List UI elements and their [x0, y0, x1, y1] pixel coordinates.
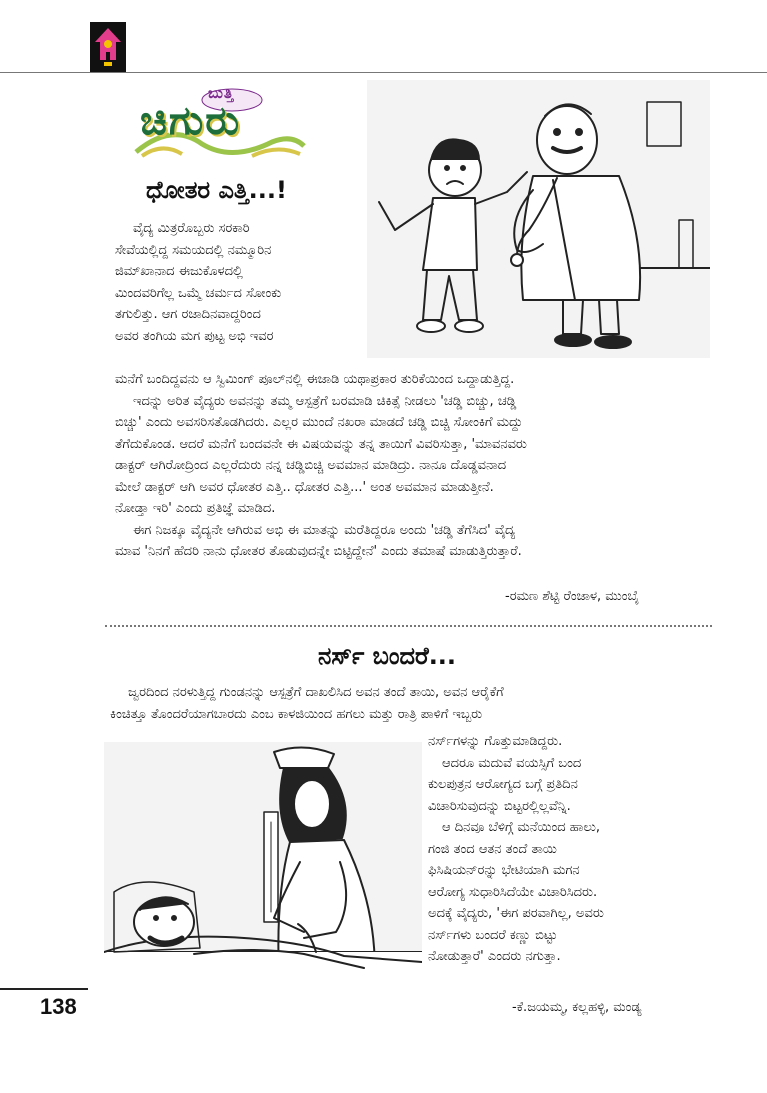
text-line: ಕುಲಪುತ್ರನ ಆರೋಗ್ಯದ ಬಗ್ಗೆ ಪ್ರತಿದಿನ — [428, 777, 578, 792]
text-line: ಬಿಚ್ಚು' ಎಂದು ಅವಸರಿಸತೊಡಗಿದರು. ಎಲ್ಲರ ಮುಂದೆ ನಖರಾ ಮಾಡದೆ ಚಡ್ಡಿ ಬಿಚ್ಚಿ ಸೋಂಕಿಗೆ ಮದ್ದು — [115, 415, 523, 430]
text-line: ಡಾಕ್ಟರ್ ಆಗಿರೋದ್ರಿಂದ ಎಲ್ಲರೆದುರು ನನ್ನ ಚಡ್ಡಿಬಿಚ್ಚಿ ಅವಮಾನ ಮಾಡಿದ್ರು. ನಾನೂ ದೊಡ್ಡವನಾದ — [115, 458, 507, 473]
text-line: ಅದಕ್ಕೆ ವೈದ್ಯರು, 'ಈಗ ಪರವಾಗಿಲ್ಲ, ಅವರು — [428, 906, 604, 921]
doctor-boy-illustration — [367, 80, 710, 358]
story1-paragraph-wide — [115, 369, 715, 563]
text-line: ಇದನ್ನು ಅರಿತ ವೈದ್ಯರು ಅವನನ್ನು ತಮ್ಮ ಆಸ್ಪತ್ರೆಗೆ ಬರಮಾಡಿ ಚಿಕಿತ್ಸೆ ನೀಡಲು 'ಚಡ್ಡಿ ಬಿಚ್ಚು, ಚಡ್ಡಿ — [133, 393, 517, 409]
nurse-patient-illustration — [104, 742, 422, 1020]
magazine-logo-icon — [90, 22, 126, 72]
text-line: ಮಿಂದವರಿಗೆಲ್ಲ ಒಮ್ಮೆ ಚರ್ಮದ ಸೋಂಕು — [115, 285, 282, 301]
story1-paragraph-narrow — [115, 218, 365, 347]
text-line: ಆ ದಿನವೂ ಬೆಳಿಗ್ಗೆ ಮನೆಯಿಂದ ಹಾಲು, — [442, 820, 601, 835]
text-line: ಜಿಮ್‌ಖಾನಾದ ಈಜುಕೊಳದಲ್ಲಿ — [115, 264, 243, 279]
text-line: ವೈದ್ಯ ಮಿತ್ರರೊಬ್ಬರು ಸರಕಾರಿ — [133, 221, 250, 236]
masthead-small-text: ಬುತ್ತಿ — [208, 84, 235, 102]
text-line: ನರ್ಸ್‌ಗಳು ಬಂದರೆ ಕಣ್ಣು ಬಿಟ್ಟು — [428, 927, 558, 943]
story2-title: ನರ್ಸ್ ಬಂದರೆ... — [318, 642, 457, 670]
text-line: ತಗುಲಿತ್ತು. ಆಗ ರಜಾದಿನವಾದ್ದರಿಂದ — [115, 307, 261, 322]
text-line: ನೋಡ್ತಾ ಇರಿ' ಎಂದು ಪ್ರತಿಜ್ಞೆ ಮಾಡಿದ. — [115, 501, 276, 516]
story2-paragraph-wide — [110, 682, 720, 725]
text-line: ಗಂಜಿ ತಂದ ಆತನ ತಂದೆ ತಾಯಿ — [428, 841, 557, 857]
text-line: ಫಿಸಿಷಿಯನ್‌ರನ್ನು ಭೇಟಿಯಾಗಿ ಮಗನ — [428, 863, 580, 878]
text-line: ನೋಡುತ್ತಾರೆ' ಎಂದರು ನಗುತ್ತಾ. — [428, 949, 561, 964]
story-divider — [105, 625, 712, 627]
text-line: ಆರೋಗ್ಯ ಸುಧಾರಿಸಿದೆಯೇ ವಿಚಾರಿಸಿದರು. — [428, 884, 598, 900]
masthead-title: ಚಿಗುರು — [140, 98, 242, 144]
text-line: ಮಾವ 'ನಿನಗೆ ಹೆದರಿ ನಾನು ಧೋತರ ತೊಡುವುದನ್ನೇ ಬಿಟ್ಟಿದ್ದೇನೆ' ಎಂದು ತಮಾಷೆ ಮಾಡುತ್ತಿರುತ್ತಾರೆ. — [115, 544, 522, 559]
text-line: ತೆಗೆದುಕೊಂಡ. ಆದರೆ ಮನೆಗೆ ಬಂದವನೇ ಈ ವಿಷಯವನ್ನು ತನ್ನ ತಾಯಿಗೆ ವಿವರಿಸುತ್ತಾ, 'ಮಾವನವರು — [115, 436, 527, 452]
header-rule — [0, 72, 767, 73]
page-number: 138 — [40, 994, 77, 1019]
story2-paragraph-narrow — [428, 731, 718, 968]
text-line: ಅವರ ತಂಗಿಯ ಮಗ ಪುಟ್ಟ ಅಭಿ ಇವರ — [115, 328, 274, 344]
text-line: ಕಿಂಚಿತ್ತೂ ತೊಂದರೆಯಾಗಬಾರದು ಎಂಬ ಕಾಳಜಿಯಿಂದ ಹಗಲು ಮತ್ತು ರಾತ್ರಿ ಪಾಳಿಗೆ ಇಬ್ಬರು — [110, 706, 483, 722]
text-line: ಸೇವೆಯಲ್ಲಿದ್ದ ಸಮಯದಲ್ಲಿ ನಮ್ಮೂರಿನ — [115, 242, 272, 258]
text-line: ಜ್ವರದಿಂದ ನರಳುತ್ತಿದ್ದ ಗುಂಡನನ್ನು ಆಸ್ಪತ್ರೆಗೆ ದಾಖಲಿಸಿದ ಅವನ ತಂದೆ ತಾಯಿ, ಅವನ ಆರೈಕೆಗೆ — [128, 685, 504, 700]
story2-credit: -ಕೆ.ಜಯಮ್ಮ, ಕಲ್ಲಹಳ್ಳಿ, ಮಂಡ್ಯ — [512, 1000, 642, 1015]
text-line: ಆದರೂ ಮದುವೆ ವಯಸ್ಸಿಗೆ ಬಂದ — [442, 755, 582, 771]
text-line: ಮನೆಗೆ ಬಂದಿದ್ದವನು ಆ ಸ್ವಿಮಿಂಗ್ ಪೂಲ್‌ನಲ್ಲಿ ಈಜಾಡಿ ಯಥಾಪ್ರಕಾರ ತುರಿಕೆಯಿಂದ ಒದ್ದಾಡುತ್ತಿದ್ದ. — [115, 372, 515, 387]
story1-credit: -ರಮಣ ಶೆಟ್ಟಿ ರೆಂಜಾಳ, ಮುಂಬೈ — [505, 589, 640, 604]
text-line: ಈಗ ನಿಜಕ್ಕೂ ವೈದ್ಯನೇ ಆಗಿರುವ ಅಭಿ ಈ ಮಾತನ್ನು ಮರೆತಿದ್ದರೂ ಅಂದು 'ಚಡ್ಡಿ ತೆಗೆಸಿದ' ವೈದ್ಯ — [133, 522, 516, 538]
text-line: ನರ್ಸ್‌ಗಳನ್ನು ಗೊತ್ತುಮಾಡಿದ್ದರು. — [428, 734, 563, 749]
text-line: ಮೇಲೆ ಡಾಕ್ಟರ್ ಆಗಿ ಅವರ ಧೋತರ ಎತ್ತಿ.. ಧೋತರ ಎತ್ತಿ...' ಅಂತ ಅವಮಾನ ಮಾಡುತ್ತೀನೆ. — [115, 479, 494, 495]
text-line: ವಿಚಾರಿಸುವುದನ್ನು ಬಿಟ್ಟರಲ್ಲಿಲ್ಲವೆನ್ನಿ. — [428, 798, 571, 814]
column-masthead — [132, 82, 308, 164]
story1-title: ಧೋತರ ಎತ್ತಿ...! — [146, 176, 287, 204]
footer-rule — [0, 988, 88, 990]
